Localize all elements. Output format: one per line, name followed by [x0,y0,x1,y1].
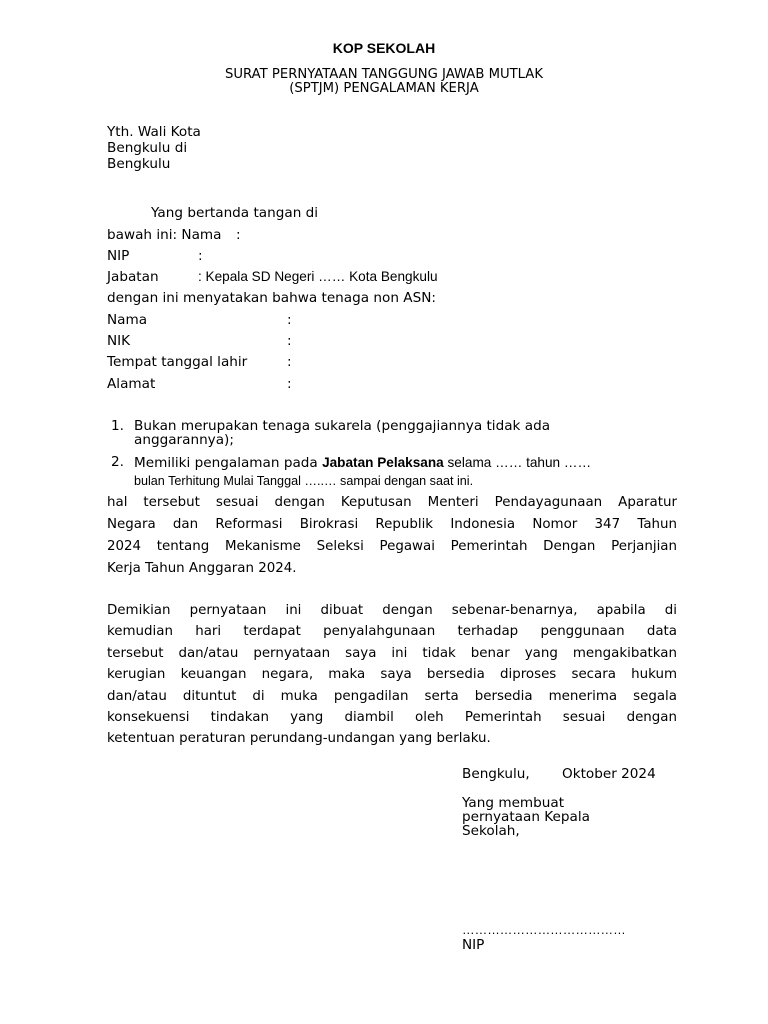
signer-jabatan-value: : Kepala SD Negeri …… Kota Bengkulu [198,269,438,284]
employee-field-colon: : [287,376,292,392]
paragraph-regulation [107,492,677,580]
paragraph-line: Kerja Tahun Anggaran 2024. [107,561,297,576]
employee-field-label: NIK [107,333,131,349]
addressee-line1: Yth. Wali Kota [107,124,201,140]
signature-place: Bengkulu, [462,766,530,782]
list-item-1-line1: Bukan merupakan tenaga sukarela (penggajiannya tidak ada [134,418,551,434]
list-item-2-number: 2. [111,454,124,470]
opening-line2-nama-label: bawah ini: Nama [107,227,222,243]
paragraph-line: tersebut dan/atau pernyataan saya ini tidak benar yang mengakibatkan [107,645,677,661]
addressee-line2: Bengkulu di [107,140,188,156]
paragraph-line: kemudian hari terdapat penyalahgunaan terhadap penggunaan data [107,624,677,640]
list-item-2-line1 [134,454,591,472]
paragraph-line: Negara dan Reformasi Birokrasi Republik Indonesia Nomor 347 Tahun [107,517,677,532]
paragraph-line: dan/atau dituntut di muka pengadilan serta bersedia menerima segala [107,688,677,704]
employee-field-colon: : [287,354,292,370]
employee-field-colon: : [287,333,292,349]
list-item-2-pre: Memiliki pengalaman pada [134,455,323,471]
addressee-line3: Bengkulu [107,156,171,172]
employee-field-label: Tempat tanggal lahir [107,354,248,370]
letterhead-title: KOP SEKOLAH [332,40,436,56]
list-item-2-line2: bulan Terhitung Mulai Tanggal …..… sampai dengan saat ini. [134,474,474,488]
signer-nip-colon: : [198,248,203,264]
paragraph-line: kerugian keuangan negara, maka saya bersedia diproses secara hukum [107,667,677,683]
signer-jabatan-label: Jabatan [107,269,159,285]
signature-line2: pernyataan Kepala [462,809,590,825]
employee-field-label: Alamat [107,376,156,392]
list-item-2-bold: Jabatan Pelaksana [322,455,444,470]
signature-line3: Sekolah, [462,823,520,839]
signer-nip-label: NIP [107,248,130,264]
paragraph-declaration [107,600,677,750]
document-title-line1: SURAT PERNYATAAN TANGGUNG JAWAB MUTLAK [225,67,543,82]
employee-field-label: Nama [107,312,148,328]
paragraph-line: Demikian pernyataan ini dibuat dengan sebenar-benarnya, apabila di [107,603,677,618]
statement-intro: dengan ini menyatakan bahwa tenaga non ASN: [107,290,436,306]
list-item-2-post: selama …… tahun …… [443,455,592,470]
signer-nama-colon: : [236,227,241,243]
signature-line1: Yang membuat [462,795,565,811]
employee-field-colon: : [287,312,292,328]
paragraph-line: ketentuan peraturan perundang-undangan yang berlaku. [107,731,491,747]
signature-date: Oktober 2024 [562,766,656,782]
document-title-line2: (SPTJM) PENGALAMAN KERJA [289,81,479,96]
list-item-1-number: 1. [111,418,124,434]
paragraph-line: konsekuensi tindakan yang diambil oleh Pemerintah sesuai dengan [107,709,677,725]
paragraph-line: 2024 tentang Mekanisme Seleksi Pegawai Pemerintah Dengan Perjanjian [107,539,677,554]
paragraph-line: hal tersebut sesuai dengan Keputusan Menteri Pendayagunaan Aparatur [107,495,677,510]
opening-line1: Yang bertanda tangan di [151,205,319,221]
signature-nip: NIP [462,937,485,953]
list-item-1-line2: anggarannya); [134,432,234,448]
signature-dots: ………………………………… [462,923,626,937]
